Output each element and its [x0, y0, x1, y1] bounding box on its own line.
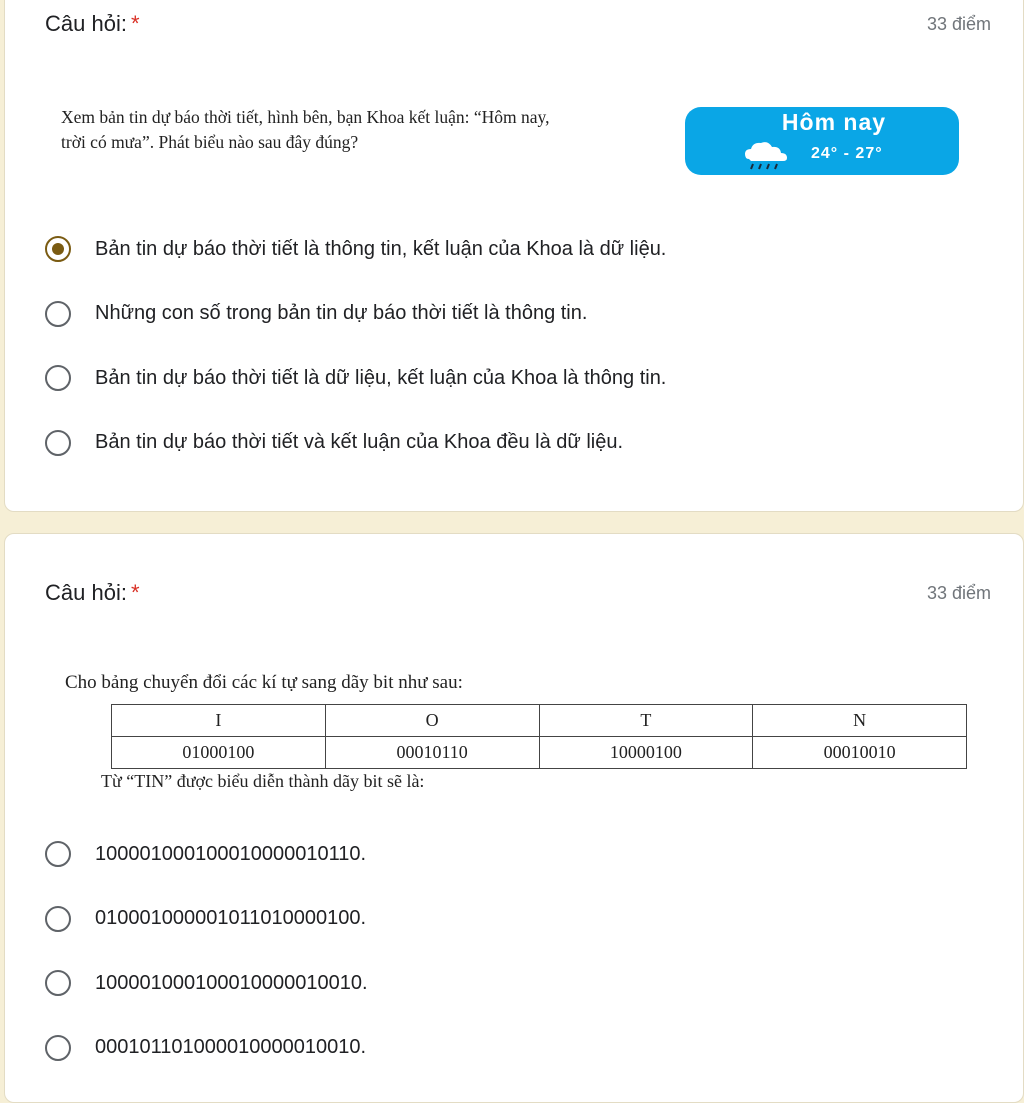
question-card-1: [4, 0, 1024, 512]
radio-button-selected[interactable]: [45, 236, 71, 262]
table-header-cell: N: [753, 705, 967, 737]
answer-option-label: 100001000100010000010010.: [95, 971, 368, 994]
question-title: [45, 11, 140, 37]
radio-button[interactable]: [45, 906, 71, 932]
rain-cloud-icon: [741, 139, 791, 171]
answer-option-3[interactable]: [45, 346, 666, 411]
bit-conversion-table: [111, 704, 967, 769]
question-points: 33 điểm: [926, 14, 991, 34]
answer-option-label: Bản tin dự báo thời tiết là thông tin, kết luận của Khoa là dữ liệu.: [95, 237, 667, 260]
required-mark: *: [130, 11, 140, 36]
table-cell: 00010110: [325, 737, 539, 769]
table-row: [112, 737, 967, 769]
answer-option-1[interactable]: [45, 822, 368, 887]
radio-button[interactable]: [45, 365, 71, 391]
answer-option-label: 100001000100010000010110.: [95, 842, 367, 865]
question-card-2: [4, 533, 1024, 1103]
answer-options: [45, 217, 666, 475]
answer-option-2[interactable]: [45, 887, 368, 952]
weather-title: Hôm nay: [781, 109, 887, 135]
table-cell: 00010010: [753, 737, 967, 769]
answer-option-4[interactable]: [45, 1016, 368, 1081]
question-image-text: [61, 105, 681, 155]
answer-option-2[interactable]: [45, 282, 666, 347]
answer-option-label: Bản tin dự báo thời tiết là dữ liệu, kết luận của Khoa là thông tin.: [95, 366, 667, 389]
table-header-cell: I: [112, 705, 326, 737]
question-title: [45, 580, 140, 606]
question-followup: Từ “TIN” được biểu diễn thành dãy bit sẽ là:: [101, 771, 425, 791]
answer-option-label: Bản tin dự báo thời tiết và kết luận của Khoa đều là dữ liệu.: [95, 431, 624, 454]
question-points: 33 điểm: [926, 583, 991, 603]
weather-forecast-card: [685, 107, 959, 175]
table-cell: 01000100: [112, 737, 326, 769]
table-cell: 10000100: [539, 737, 753, 769]
answer-option-label: 000101101000010000010010.: [95, 1036, 367, 1059]
radio-button[interactable]: [45, 1035, 71, 1061]
table-header-cell: O: [325, 705, 539, 737]
answer-option-label: Những con số trong bản tin dự báo thời tiết là thông tin.: [95, 302, 588, 325]
answer-option-label: 010001000001011010000100.: [95, 907, 367, 930]
question-intro: Cho bảng chuyển đổi các kí tự sang dãy bit như sau:: [65, 672, 463, 693]
question-title-text: Câu hỏi:: [45, 11, 127, 36]
radio-button[interactable]: [45, 970, 71, 996]
answer-options: [45, 822, 368, 1080]
question-title-text: Câu hỏi:: [45, 580, 127, 605]
answer-option-4[interactable]: [45, 411, 666, 476]
required-mark: *: [130, 580, 140, 605]
table-header-cell: T: [539, 705, 753, 737]
radio-button[interactable]: [45, 430, 71, 456]
question-prompt-line-2: trời có mưa”. Phát biểu nào sau đây đúng?: [61, 132, 359, 152]
answer-option-1[interactable]: [45, 217, 666, 282]
question-prompt-line-1: Xem bản tin dự báo thời tiết, hình bên, bạn Khoa kết luận: “Hôm nay,: [61, 107, 550, 127]
table-header-row: [112, 705, 967, 737]
weather-temperature: 24° - 27°: [811, 145, 883, 162]
answer-option-3[interactable]: [45, 951, 368, 1016]
radio-button[interactable]: [45, 301, 71, 327]
radio-button[interactable]: [45, 841, 71, 867]
